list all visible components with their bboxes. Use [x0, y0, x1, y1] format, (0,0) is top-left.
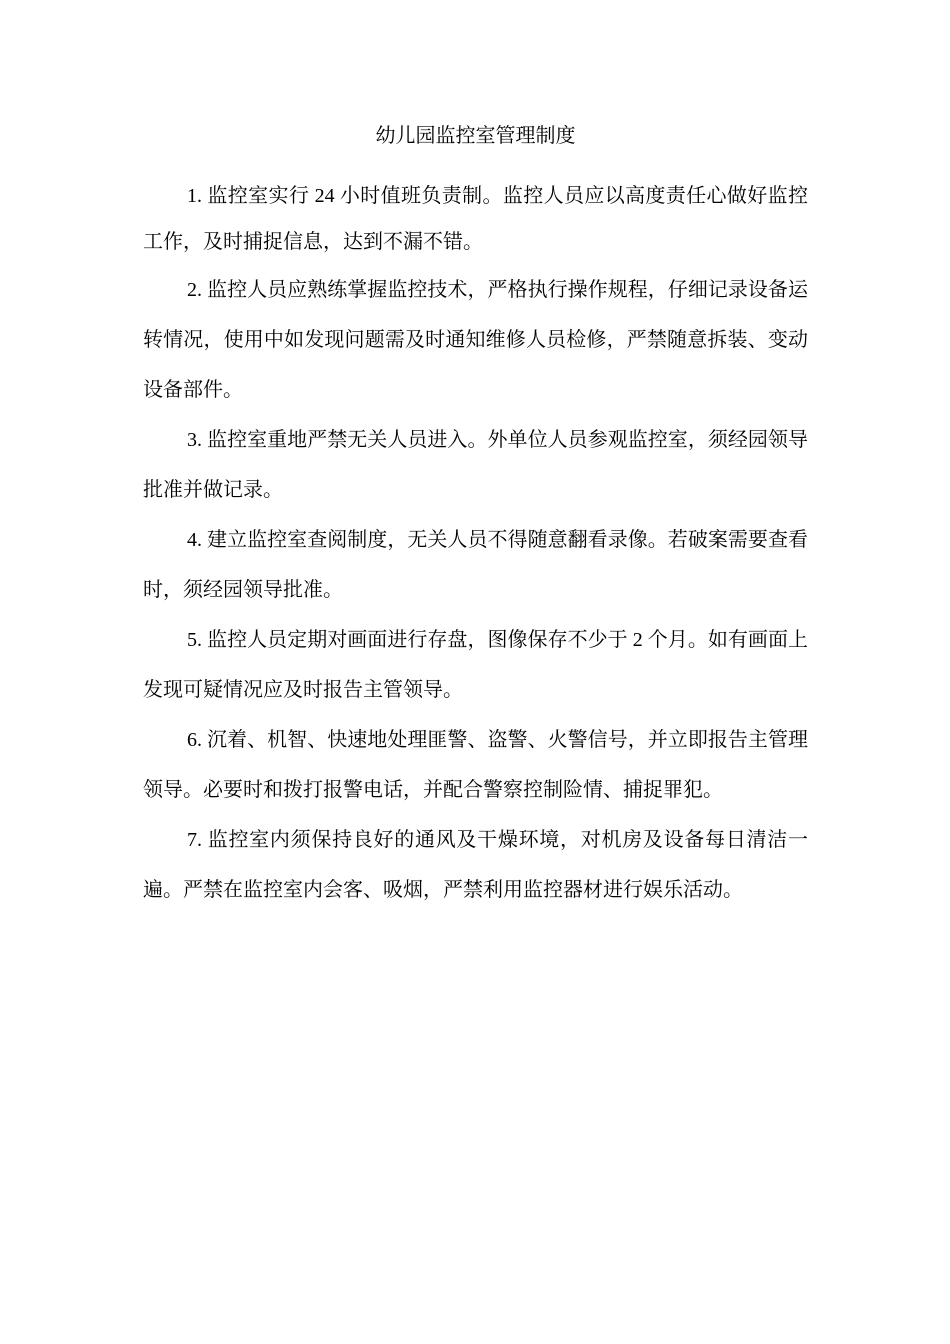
document-title: 幼儿园监控室管理制度 — [375, 125, 576, 147]
rule-item-4: 4. 建立监控室查阅制度，无关人员不得随意翻看录像。若破案需要查看时，须经园领导批准。 — [143, 529, 808, 601]
rule-item-1: 1. 监控室实行 24 小时值班负责制。监控人员应以高度责任心做好监控工作，及时捕捉信息，达到不漏不错。 — [143, 185, 808, 253]
rule-item-7: 7. 监控室内须保持良好的通风及干燥环境，对机房及设备每日清洁一遍。严禁在监控室内会客、吸烟，严禁利用监控器材进行娱乐活动。 — [143, 829, 808, 901]
rule-item-5: 5. 监控人员定期对画面进行存盘，图像保存不少于 2 个月。如有画面上发现可疑情况应及时报告主管领导。 — [143, 629, 808, 701]
document-body — [143, 120, 808, 915]
rule-item-3: 3. 监控室重地严禁无关人员进入。外单位人员参观监控室，须经园领导批准并做记录。 — [143, 429, 808, 501]
rule-item-6: 6. 沉着、机智、快速地处理匪警、盗警、火警信号，并立即报告主管理领导。必要时和拨打报警电话，并配合警察控制险情、捕捉罪犯。 — [143, 729, 808, 801]
rule-item-2: 2. 监控人员应熟练掌握监控技术，严格执行操作规程，仔细记录设备运转情况，使用中如发现问题需及时通知维修人员检修，严禁随意拆装、变动设备部件。 — [143, 279, 808, 401]
